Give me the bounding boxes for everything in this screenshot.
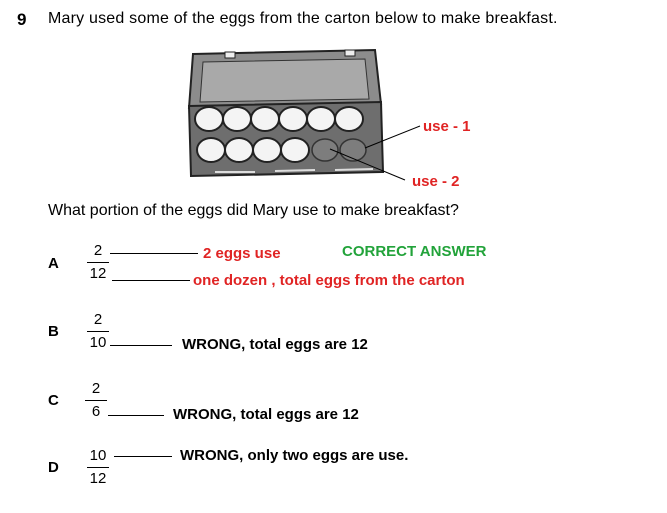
option-c-fraction[interactable] (83, 380, 109, 421)
option-d-denominator: 12 (89, 470, 107, 487)
option-a-numerator: 2 (93, 242, 103, 259)
option-a-pointer-top (110, 253, 198, 254)
option-c-letter: C (48, 392, 59, 409)
fraction-bar (87, 467, 109, 468)
option-b-pointer (110, 345, 172, 346)
option-a-note-top: 2 eggs use (203, 245, 281, 262)
option-a-fraction[interactable] (85, 242, 111, 283)
option-a-letter: A (48, 255, 59, 272)
label-use-2: use - 2 (412, 173, 460, 190)
question-number: 9 (17, 10, 27, 29)
option-b-letter: B (48, 323, 59, 340)
option-b-numerator: 2 (93, 311, 103, 328)
option-d-note: WRONG, only two eggs are use. (180, 447, 409, 464)
option-a-pointer-bottom (112, 280, 190, 281)
option-b-fraction[interactable] (85, 311, 111, 352)
option-c-denominator: 6 (91, 403, 101, 420)
option-a-denominator: 12 (89, 265, 107, 282)
option-c-note: WRONG, total eggs are 12 (173, 406, 359, 423)
option-d-numerator: 10 (89, 447, 107, 464)
question-text: Mary used some of the eggs from the carton below to make breakfast. (48, 10, 558, 27)
question-prompt: What portion of the eggs did Mary use to make breakfast? (48, 202, 459, 219)
option-c-pointer (108, 415, 164, 416)
fraction-bar (85, 400, 107, 401)
correct-answer-badge: CORRECT ANSWER (342, 243, 487, 260)
option-b-note: WRONG, total eggs are 12 (182, 336, 368, 353)
fraction-bar (87, 331, 109, 332)
label-use-1: use - 1 (423, 118, 471, 135)
option-d-fraction[interactable] (85, 447, 111, 488)
option-c-numerator: 2 (91, 380, 101, 397)
option-a-note-bottom: one dozen , total eggs from the carton (193, 272, 465, 289)
option-d-pointer (114, 456, 172, 457)
option-b-denominator: 10 (89, 334, 107, 351)
fraction-bar (87, 262, 109, 263)
option-d-letter: D (48, 459, 59, 476)
